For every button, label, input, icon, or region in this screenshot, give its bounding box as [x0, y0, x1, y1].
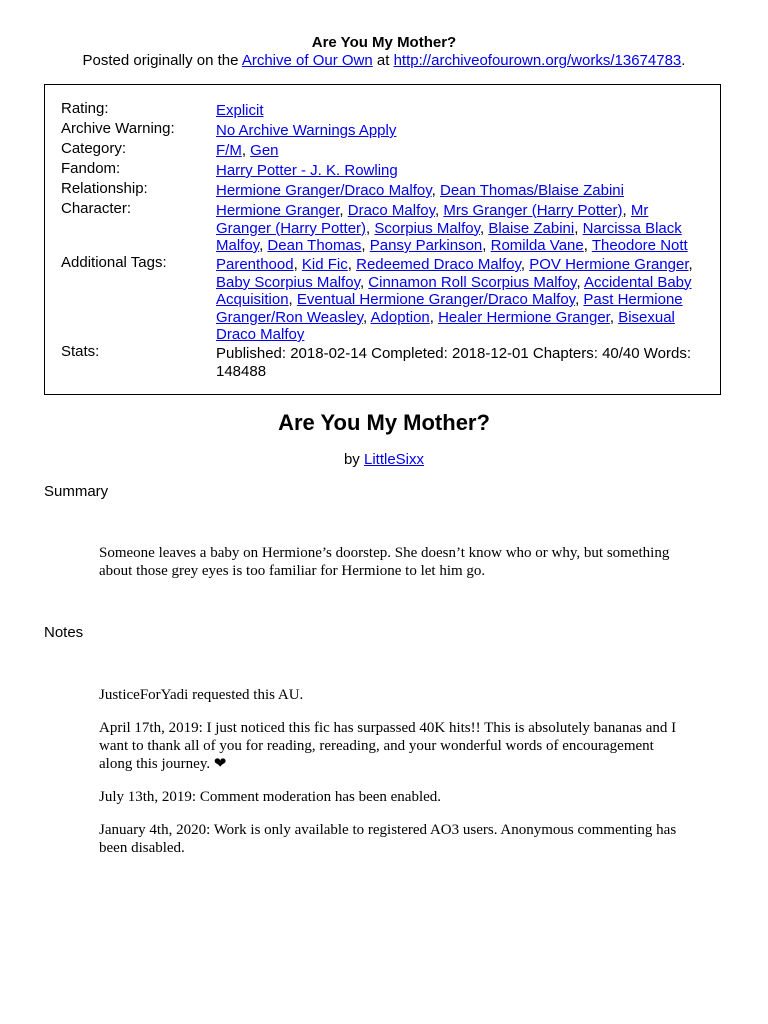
rating-link[interactable]: Explicit — [216, 102, 264, 119]
character-link[interactable]: Theodore Nott — [591, 237, 688, 254]
tags-link[interactable]: Redeemed Draco Malfoy — [356, 256, 521, 273]
summary-text: Someone leaves a baby on Hermione’s doorstep. She doesn’t know who or why, but something about those grey eyes is too familiar for Hermione to let him go. — [99, 545, 670, 579]
category-link[interactable]: F/M — [216, 142, 242, 159]
character-link[interactable]: Romilda Vane — [490, 237, 584, 254]
warning-label: Archive Warning: — [61, 120, 175, 137]
character-list: Hermione Granger, Draco Malfoy, Mrs Granger (Harry Potter), Mr Granger (Harry Potter), Scorpius Malfoy, Blaise Zabini, Narcissa Black Malfoy, Dean Thomas, Pansy Parkinson, Romilda Vane, Theodore Nott — [216, 202, 688, 254]
character-link[interactable]: Dean Thomas — [267, 237, 362, 254]
character-link[interactable]: Draco Malfoy — [347, 202, 435, 219]
category-label: Category: — [61, 140, 127, 157]
tags-link[interactable]: Accidental Baby Acquisition — [216, 273, 692, 308]
character-link[interactable]: Mrs Granger (Harry Potter) — [443, 202, 623, 219]
category-link[interactable]: Gen — [250, 142, 279, 159]
tags-list: Parenthood, Kid Fic, Redeemed Draco Malfoy, POV Hermione Granger, Baby Scorpius Malfoy, Cinnamon Roll Scorpius Malfoy, Accidental Baby Acquisition, Eventual Hermione Granger/Draco Malfoy, Past Hermione Granger/Ron Weasley, Adoption, Healer Hermione Granger, Bisexual Draco Malfoy — [216, 256, 693, 343]
author-link[interactable]: LittleSixx — [363, 451, 425, 468]
tags-link[interactable]: Bisexual Draco Malfoy — [216, 308, 675, 343]
work-url-link[interactable]: http://archiveofourown.org/works/13674783 — [393, 52, 682, 69]
summary-heading: Summary — [44, 483, 109, 500]
notes-paragraph: July 13th, 2019: Comment moderation has been enabled. — [99, 789, 442, 805]
fandom-label: Fandom: — [61, 160, 121, 177]
character-link[interactable]: Hermione Granger — [216, 202, 340, 219]
tags-link[interactable]: Healer Hermione Granger — [438, 308, 610, 326]
posted-mid: at — [372, 52, 394, 69]
work-metadata-box — [44, 84, 721, 395]
tags-link[interactable]: POV Hermione Granger — [529, 256, 689, 273]
notes-paragraph: JusticeForYadi requested this AU. — [99, 687, 304, 703]
posted-suffix: . — [681, 52, 686, 69]
posted-prefix: Posted originally on the — [82, 52, 242, 69]
tags-link[interactable]: Past Hermione Granger/Ron Weasley — [216, 291, 683, 326]
notes-heading: Notes — [44, 624, 84, 641]
warning-link[interactable]: No Archive Warnings Apply — [216, 122, 397, 139]
rating-label: Rating: — [61, 100, 109, 117]
character-link[interactable]: Pansy Parkinson — [369, 237, 483, 254]
tags-link[interactable]: Adoption — [370, 308, 430, 326]
relationship-link[interactable]: Hermione Granger/Draco Malfoy — [216, 182, 432, 199]
tags-link[interactable]: Parenthood — [216, 256, 294, 273]
notes-paragraph: January 4th, 2020: Work is only available to registered AO3 users. Anonymous commenting has been disabled. — [99, 822, 677, 856]
tags-link[interactable]: Baby Scorpius Malfoy — [216, 273, 360, 291]
by-prefix: by — [343, 451, 364, 468]
character-label: Character: — [61, 200, 132, 217]
stats-label: Stats: — [61, 343, 100, 360]
document-header — [0, 34, 768, 70]
stats-value: Published: 2018-02-14 Completed: 2018-12-01 Chapters: 40/40 Words: 148488 — [216, 345, 692, 380]
work-title: Are You My Mother? — [278, 410, 490, 435]
tags-link[interactable]: Kid Fic — [301, 256, 348, 273]
header-title: Are You My Mother? — [311, 34, 457, 51]
relationship-link[interactable]: Dean Thomas/Blaise Zabini — [439, 182, 624, 199]
tags-label: Additional Tags: — [61, 254, 167, 271]
notes-paragraph: April 17th, 2019: I just noticed this fic has surpassed 40K hits!! This is absolutely bananas and I want to thank all of you for reading, rereading, and your wonderful words of encouragement along this journey. ❤ — [99, 720, 677, 772]
archive-link[interactable]: Archive of Our Own — [241, 52, 373, 69]
relationship-list: Hermione Granger/Draco Malfoy, Dean Thomas/Blaise Zabini — [216, 182, 624, 199]
relationship-label: Relationship: — [61, 180, 148, 197]
category-list: F/M, Gen — [216, 142, 279, 159]
character-link[interactable]: Scorpius Malfoy — [374, 219, 480, 237]
fandom-link[interactable]: Harry Potter - J. K. Rowling — [216, 162, 398, 179]
tags-link[interactable]: Eventual Hermione Granger/Draco Malfoy — [296, 291, 576, 308]
byline — [0, 451, 768, 468]
posted-line — [0, 52, 768, 70]
tags-link[interactable]: Cinnamon Roll Scorpius Malfoy — [368, 273, 577, 291]
character-link[interactable]: Narcissa Black Malfoy — [216, 219, 682, 254]
character-link[interactable]: Blaise Zabini — [488, 219, 575, 237]
character-link[interactable]: Mr Granger (Harry Potter) — [216, 202, 649, 237]
